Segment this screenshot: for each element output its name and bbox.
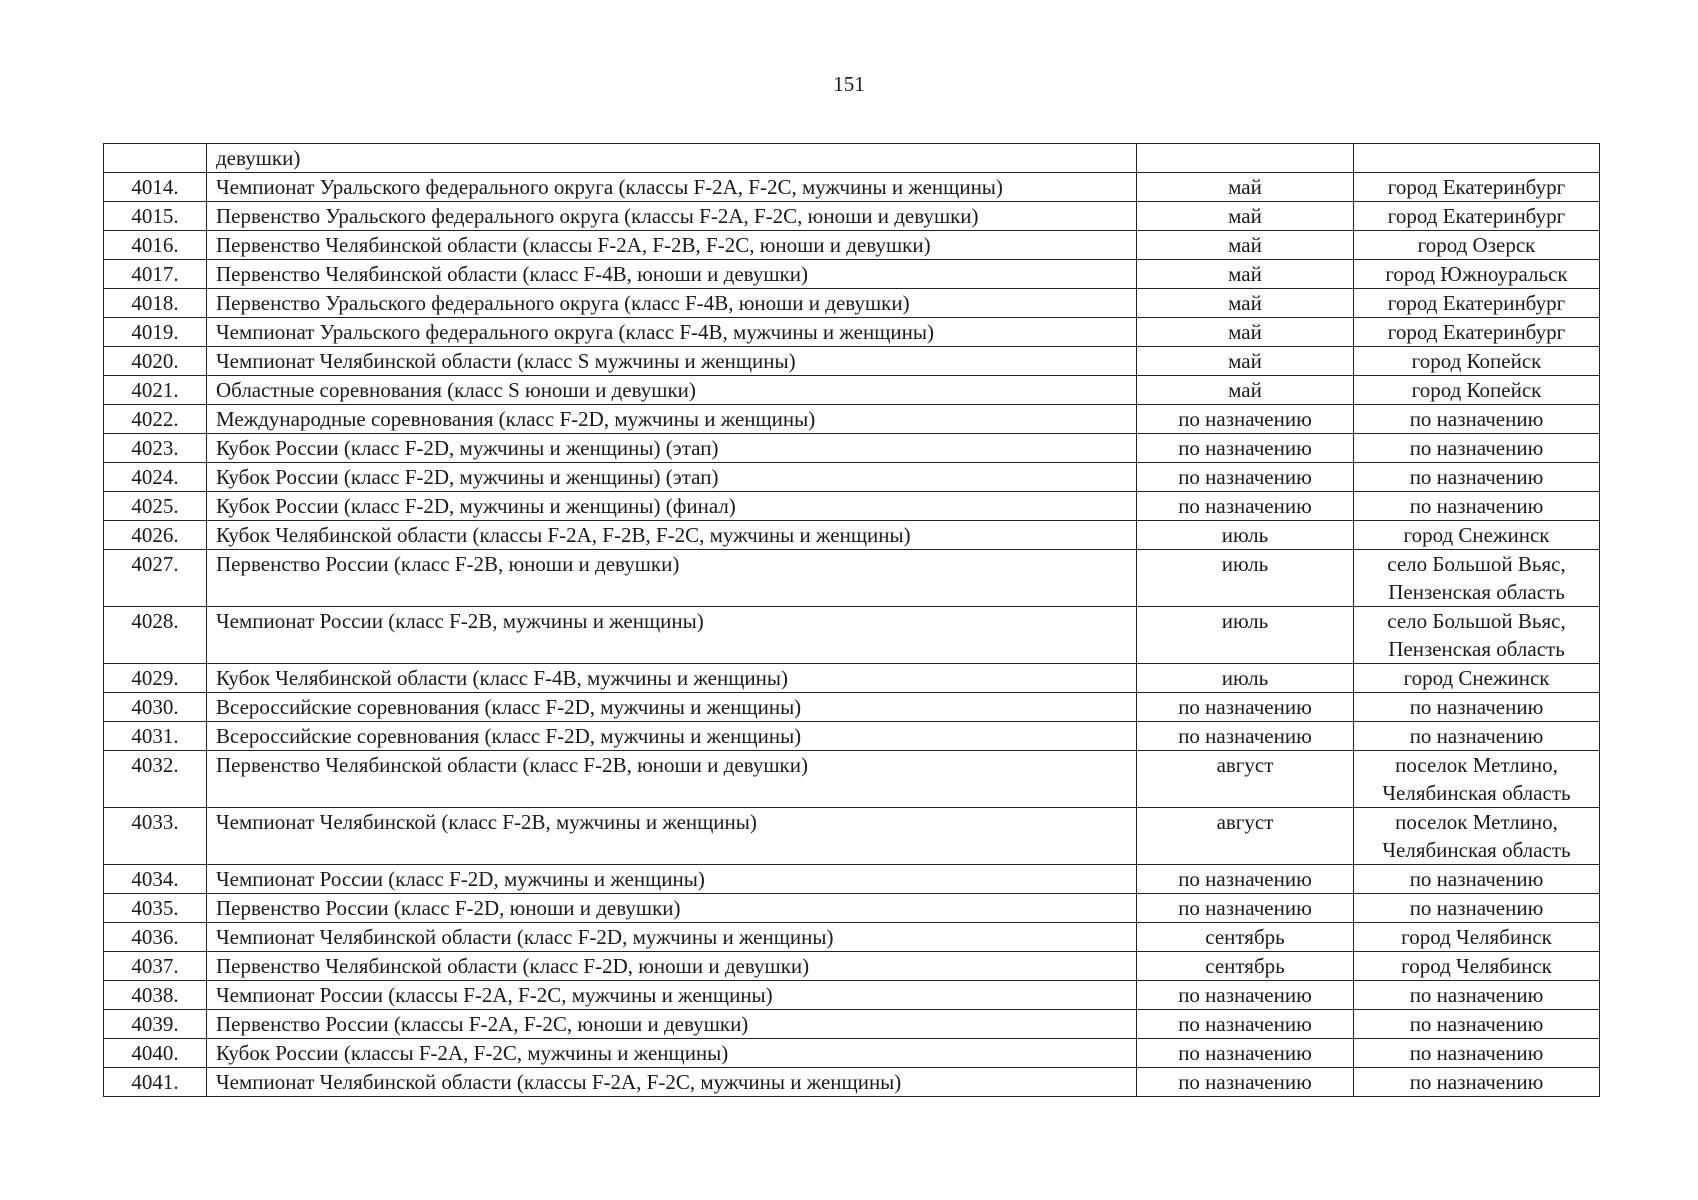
table-row xyxy=(104,173,1600,202)
row-number: 4034. xyxy=(104,865,207,894)
table-row xyxy=(104,144,1600,173)
event-date: июль xyxy=(1137,664,1354,693)
event-date: по назначению xyxy=(1137,894,1354,923)
event-date: май xyxy=(1137,231,1354,260)
event-place: село Большой Вьяс, Пензенская область xyxy=(1354,607,1600,664)
event-date: май xyxy=(1137,318,1354,347)
events-table xyxy=(103,143,1600,1097)
event-place: город Екатеринбург xyxy=(1354,289,1600,318)
event-place: город Екатеринбург xyxy=(1354,173,1600,202)
page-number: 151 xyxy=(833,72,865,96)
event-place: по назначению xyxy=(1354,865,1600,894)
table-row xyxy=(104,434,1600,463)
table-row xyxy=(104,1010,1600,1039)
event-name: Чемпионат России (класс F-2D, мужчины и женщины) xyxy=(207,865,1137,894)
row-number: 4039. xyxy=(104,1010,207,1039)
events-table-body xyxy=(104,144,1600,1097)
event-place: город Озерск xyxy=(1354,231,1600,260)
row-number: 4020. xyxy=(104,347,207,376)
row-number: 4015. xyxy=(104,202,207,231)
event-name: Чемпионат Челябинской области (класс S мужчины и женщины) xyxy=(207,347,1137,376)
table-row xyxy=(104,607,1600,664)
event-place: село Большой Вьяс, Пензенская область xyxy=(1354,550,1600,607)
event-place: по назначению xyxy=(1354,1039,1600,1068)
event-date: май xyxy=(1137,202,1354,231)
table-row xyxy=(104,550,1600,607)
row-number: 4037. xyxy=(104,952,207,981)
event-name: Первенство России (класс F-2B, юноши и девушки) xyxy=(207,550,1137,607)
event-name: Чемпионат Челябинской (класс F-2B, мужчины и женщины) xyxy=(207,808,1137,865)
event-date xyxy=(1137,144,1354,173)
event-place: по назначению xyxy=(1354,1010,1600,1039)
event-place: по назначению xyxy=(1354,722,1600,751)
event-name: Кубок России (класс F-2D, мужчины и женщины) (этап) xyxy=(207,434,1137,463)
event-place: город Копейск xyxy=(1354,347,1600,376)
event-date: май xyxy=(1137,289,1354,318)
event-place: по назначению xyxy=(1354,434,1600,463)
row-number: 4038. xyxy=(104,981,207,1010)
event-date: по назначению xyxy=(1137,405,1354,434)
table-row xyxy=(104,1039,1600,1068)
event-place: город Снежинск xyxy=(1354,521,1600,550)
event-name: Первенство России (класс F-2D, юноши и девушки) xyxy=(207,894,1137,923)
row-number: 4032. xyxy=(104,751,207,808)
event-date: по назначению xyxy=(1137,722,1354,751)
table-row xyxy=(104,722,1600,751)
row-number: 4021. xyxy=(104,376,207,405)
event-name: Первенство Челябинской области (класс F-4B, юноши и девушки) xyxy=(207,260,1137,289)
event-name: Кубок Челябинской области (класс F-4B, мужчины и женщины) xyxy=(207,664,1137,693)
event-date: июль xyxy=(1137,607,1354,664)
row-number: 4028. xyxy=(104,607,207,664)
event-name: Чемпионат Уральского федерального округа (класс F-4B, мужчины и женщины) xyxy=(207,318,1137,347)
table-row xyxy=(104,981,1600,1010)
row-number: 4016. xyxy=(104,231,207,260)
event-place: город Южноуральск xyxy=(1354,260,1600,289)
table-row xyxy=(104,693,1600,722)
table-row xyxy=(104,894,1600,923)
event-name: Кубок России (класс F-2D, мужчины и женщины) (этап) xyxy=(207,463,1137,492)
event-name: Кубок Челябинской области (классы F-2A, F-2B, F-2C, мужчины и женщины) xyxy=(207,521,1137,550)
table-row xyxy=(104,865,1600,894)
event-place: по назначению xyxy=(1354,405,1600,434)
row-number: 4041. xyxy=(104,1068,207,1097)
event-name: Первенство Челябинской области (класс F-2B, юноши и девушки) xyxy=(207,751,1137,808)
event-place: по назначению xyxy=(1354,1068,1600,1097)
event-name: Чемпионат Уральского федерального округа (классы F-2A, F-2C, мужчины и женщины) xyxy=(207,173,1137,202)
event-name: девушки) xyxy=(207,144,1137,173)
row-number xyxy=(104,144,207,173)
event-place: город Челябинск xyxy=(1354,952,1600,981)
event-date: май xyxy=(1137,376,1354,405)
event-name: Первенство Уральского федерального округа (класс F-4B, юноши и девушки) xyxy=(207,289,1137,318)
event-name: Областные соревнования (класс S юноши и девушки) xyxy=(207,376,1137,405)
table-row xyxy=(104,808,1600,865)
event-place: по назначению xyxy=(1354,463,1600,492)
table-row xyxy=(104,1068,1600,1097)
table-row xyxy=(104,289,1600,318)
event-date: по назначению xyxy=(1137,865,1354,894)
event-place: город Челябинск xyxy=(1354,923,1600,952)
event-place: город Екатеринбург xyxy=(1354,202,1600,231)
event-date: май xyxy=(1137,347,1354,376)
event-name: Чемпионат Челябинской области (классы F-2A, F-2C, мужчины и женщины) xyxy=(207,1068,1137,1097)
row-number: 4027. xyxy=(104,550,207,607)
row-number: 4040. xyxy=(104,1039,207,1068)
table-row xyxy=(104,664,1600,693)
event-name: Чемпионат России (классы F-2A, F-2C, мужчины и женщины) xyxy=(207,981,1137,1010)
row-number: 4017. xyxy=(104,260,207,289)
event-place xyxy=(1354,144,1600,173)
row-number: 4019. xyxy=(104,318,207,347)
event-date: по назначению xyxy=(1137,1039,1354,1068)
table-row xyxy=(104,463,1600,492)
row-number: 4022. xyxy=(104,405,207,434)
row-number: 4014. xyxy=(104,173,207,202)
event-name: Всероссийские соревнования (класс F-2D, мужчины и женщины) xyxy=(207,693,1137,722)
event-name: Первенство Челябинской области (классы F-2A, F-2B, F-2C, юноши и девушки) xyxy=(207,231,1137,260)
table-row xyxy=(104,347,1600,376)
table-row xyxy=(104,405,1600,434)
table-row xyxy=(104,318,1600,347)
event-place: по назначению xyxy=(1354,894,1600,923)
event-date: по назначению xyxy=(1137,492,1354,521)
event-place: город Екатеринбург xyxy=(1354,318,1600,347)
event-date: август xyxy=(1137,808,1354,865)
event-date: по назначению xyxy=(1137,1010,1354,1039)
row-number: 4018. xyxy=(104,289,207,318)
table-row xyxy=(104,376,1600,405)
event-place: город Копейск xyxy=(1354,376,1600,405)
event-place: по назначению xyxy=(1354,492,1600,521)
event-name: Кубок России (класс F-2D, мужчины и женщины) (финал) xyxy=(207,492,1137,521)
event-name: Международные соревнования (класс F-2D, мужчины и женщины) xyxy=(207,405,1137,434)
event-name: Чемпионат Челябинской области (класс F-2D, мужчины и женщины) xyxy=(207,923,1137,952)
event-name: Всероссийские соревнования (класс F-2D, мужчины и женщины) xyxy=(207,722,1137,751)
row-number: 4035. xyxy=(104,894,207,923)
event-name: Первенство Челябинской области (класс F-2D, юноши и девушки) xyxy=(207,952,1137,981)
event-date: по назначению xyxy=(1137,1068,1354,1097)
row-number: 4029. xyxy=(104,664,207,693)
table-row xyxy=(104,492,1600,521)
table-row xyxy=(104,923,1600,952)
row-number: 4025. xyxy=(104,492,207,521)
table-row xyxy=(104,751,1600,808)
event-place: по назначению xyxy=(1354,693,1600,722)
event-date: июль xyxy=(1137,521,1354,550)
table-row xyxy=(104,231,1600,260)
event-place: поселок Метлино, Челябинская область xyxy=(1354,751,1600,808)
event-date: сентябрь xyxy=(1137,952,1354,981)
event-date: по назначению xyxy=(1137,463,1354,492)
row-number: 4033. xyxy=(104,808,207,865)
row-number: 4030. xyxy=(104,693,207,722)
event-name: Кубок России (классы F-2A, F-2C, мужчины и женщины) xyxy=(207,1039,1137,1068)
event-place: поселок Метлино, Челябинская область xyxy=(1354,808,1600,865)
event-date: по назначению xyxy=(1137,434,1354,463)
row-number: 4026. xyxy=(104,521,207,550)
event-place: по назначению xyxy=(1354,981,1600,1010)
row-number: 4031. xyxy=(104,722,207,751)
event-date: июль xyxy=(1137,550,1354,607)
event-place: город Снежинск xyxy=(1354,664,1600,693)
table-row xyxy=(104,521,1600,550)
event-date: август xyxy=(1137,751,1354,808)
table-row xyxy=(104,260,1600,289)
event-date: май xyxy=(1137,173,1354,202)
event-date: май xyxy=(1137,260,1354,289)
event-date: по назначению xyxy=(1137,693,1354,722)
table-row xyxy=(104,952,1600,981)
row-number: 4023. xyxy=(104,434,207,463)
event-name: Первенство Уральского федерального округа (классы F-2A, F-2C, юноши и девушки) xyxy=(207,202,1137,231)
event-name: Чемпионат России (класс F-2B, мужчины и женщины) xyxy=(207,607,1137,664)
event-date: по назначению xyxy=(1137,981,1354,1010)
table-row xyxy=(104,202,1600,231)
event-date: сентябрь xyxy=(1137,923,1354,952)
row-number: 4036. xyxy=(104,923,207,952)
row-number: 4024. xyxy=(104,463,207,492)
event-name: Первенство России (классы F-2A, F-2C, юноши и девушки) xyxy=(207,1010,1137,1039)
